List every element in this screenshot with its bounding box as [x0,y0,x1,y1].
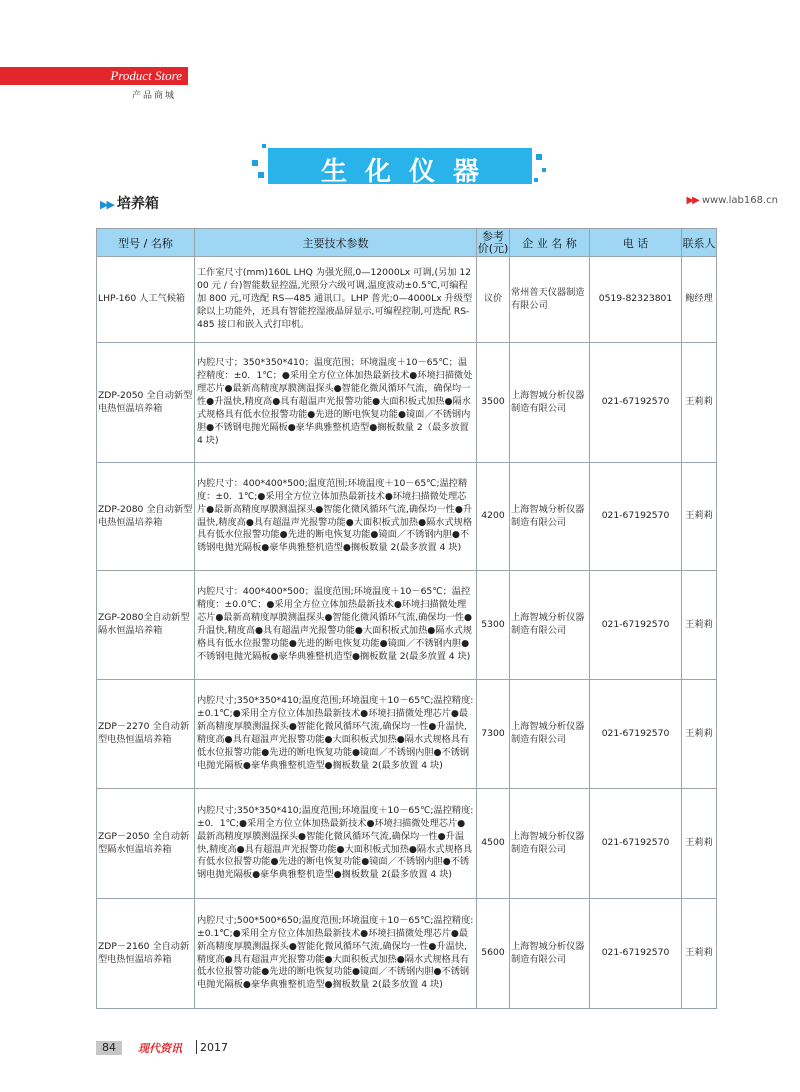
table-row [97,899,717,1009]
cell-phone: 021-67192570 [590,463,682,571]
table-row [97,343,717,463]
footer-divider [196,1040,197,1054]
table-header-row [97,229,717,257]
cell-phone: 021-67192570 [590,680,682,789]
column-header-model: 型号 / 名称 [97,229,195,257]
table-row [97,571,717,680]
banner-square-decoration [534,178,538,182]
header-tab-label: Product Store [110,68,182,83]
header-tab [0,67,188,85]
cell-price: 议价 [477,257,510,343]
column-header-price: 参考价(元) [477,229,509,255]
cell-model: ZDP－2270 全自动新型电热恒温培养箱 [97,680,195,789]
cell-spec: 内腔尺寸：400*400*500;温度范围;环境温度＋10－65℃;温控精度：±0．1℃;●采用全方位立体加热最新技术●环境扫描微处理芯片●最新高精度厚膜测温探头●智能化微风循环气流,确保均一性●升温快,精度高●具有超温声光报警功能●大面积板式加热●隔水式规格具有低水位报警功能●先进的断电恢复功能●镜面／不锈钢内胆●不锈钢电抛光隔板●豪华典雅整机造型●搁板数量 2(最多放置 4 块) [195,463,477,571]
table-row [97,463,717,571]
product-table [96,228,717,1009]
column-header-spec: 主要技术参数 [195,229,477,257]
cell-model: ZGP－2050 全自动新型隔水恒温培养箱 [97,789,195,899]
header-sub-label: 产品商城 [132,91,177,101]
cell-spec: 工作室尺寸(mm)160L LHQ 为强光照,0—12000Lx 可调,(另加 1200 元 / 台)智能数显控温,光照分六级可调,温度波动±0.5℃,可编程加 800 元,可选配 RS—485 通讯口。LHP 普光;0—4000Lx 升级型除以上功能外，还具有智能控湿液晶屏显示,可编程控制,可选配 RS-485 接口和嵌入式打印机。 [195,257,477,343]
cell-contact: 王莉莉 [682,789,717,899]
column-header-company: 企 业 名 称 [510,229,590,257]
column-header-contact: 联系人 [682,229,717,257]
cell-model: ZGP-2080全自动新型隔水恒温培养箱 [97,571,195,680]
table-row [97,680,717,789]
cell-contact: 鲍经理 [682,257,717,343]
cell-price: 5600 [477,899,510,1009]
banner-box [268,148,532,187]
magazine-logo: 现代资讯 [138,1042,182,1055]
cell-company: 上海智城分析仪器制造有限公司 [510,571,590,680]
cell-spec: 内腔尺寸;350*350*410;温度范围;环境温度＋10－65℃;温控精度:±0.1℃;●采用全方位立体加热最新技术●环境扫描微处理芯片●最新高精度厚膜测温探头●智能化微风循环气流,确保均一性●升温快,精度高●具有超温声光报警功能●大面积板式加热●隔水式规格具有低水位报警功能●先进的断电恢复功能●镜面／不锈钢内胆●不锈钢电抛光隔板●豪华典雅整机造型●搁板数量 2(最多放置 4 块) [195,680,477,789]
banner-square-decoration [262,144,266,148]
cell-company: 上海智城分析仪器制造有限公司 [510,789,590,899]
cell-spec: 内腔尺寸；350*350*410；温度范围；环境温度＋10－65℃；温控精度：±0．1℃；●采用全方位立体加热最新技术●环境扫描微处理芯片●最新高精度厚膜测温探头●智能化微风循环气流，确保均一性●升温快,精度高●具有超温声光报警功能●大面积板式加热●隔水式规格具有低水位报警功能●先进的断电恢复功能●镜面／不锈钢内胆●不锈钢电抛光隔板●豪华典雅整机造型●搁板数量 2（最多放置 4 块) [195,343,477,463]
cell-contact: 王莉莉 [682,463,717,571]
website-url[interactable]: www.lab168.cn [701,195,778,206]
website-label [686,195,778,206]
cell-company: 上海智城分析仪器制造有限公司 [510,680,590,789]
banner-square-decoration [536,154,542,160]
double-arrow-icon: ▶▶ [686,195,698,206]
cell-phone: 021-67192570 [590,789,682,899]
cell-price: 4500 [477,789,510,899]
cell-contact: 王莉莉 [682,571,717,680]
table-row [97,789,717,899]
cell-phone: 021-67192570 [590,899,682,1009]
column-header-phone: 电 话 [590,229,682,257]
banner-square-decoration [542,168,546,172]
cell-company: 上海智城分析仪器制造有限公司 [510,343,590,463]
cell-model: LHP-160 人工气候箱 [97,257,195,343]
section-title: 培养箱 [116,196,159,212]
cell-contact: 王莉莉 [682,343,717,463]
banner-title: 生化仪器 [320,157,497,187]
cell-model: ZDP－2160 全自动新型电热恒温培养箱 [97,899,195,1009]
cell-price: 5300 [477,571,510,680]
cell-model: ZDP-2080 全自动新型电热恒温培养箱 [97,463,195,571]
cell-price: 4200 [477,463,510,571]
cell-contact: 王莉莉 [682,899,717,1009]
page-number: 84 [96,1041,122,1055]
cell-model: ZDP-2050 全自动新型电热恒温培养箱 [97,343,195,463]
cell-price: 7300 [477,680,510,789]
cell-phone: 021-67192570 [590,571,682,680]
cell-spec: 内腔尺寸;500*500*650;温度范围;环境温度＋10－65℃;温控精度:±0.1℃;●采用全方位立体加热最新技术●环境扫描微处理芯片●最新高精度厚膜测温探头●智能化微风循环气流,确保均一性●升温快,精度高●具有超温声光报警功能●大面积板式加热●隔水式规格具有低水位报警功能●先进的断电恢复功能●镜面／不锈钢内胆●不锈钢电抛光隔板●豪华典雅整机造型●搁板数量 2(最多放置 4 块) [195,899,477,1009]
table-row [97,257,717,343]
section-heading [100,193,159,213]
double-arrow-icon: ▶▶ [100,198,113,211]
cell-company: 上海智城分析仪器制造有限公司 [510,463,590,571]
cell-company: 上海智城分析仪器制造有限公司 [510,899,590,1009]
banner-square-decoration [258,172,264,178]
cell-contact: 王莉莉 [682,680,717,789]
category-banner [250,140,552,190]
cell-phone: 021-67192570 [590,343,682,463]
cell-phone: 0519-82323801 [590,257,682,343]
cell-spec: 内腔尺寸;350*350*410;温度范围;环境温度＋10－65℃;温控精度:±0．1℃;●采用全方位立体加热最新技术●环境扫描微处理芯片●最新高精度厚膜测温探头●智能化微风循环气流,确保均一性●升温快,精度高●具有超温声光报警功能●大面积板式加热●隔水式规格具有低水位报警功能●先进的断电恢复功能●镜面／不锈钢内胆●不锈钢电抛光隔板●豪华典雅整机造型●搁板数量 2(最多放置 4 块) [195,789,477,899]
cell-price: 3500 [477,343,510,463]
footer-year: 2017 [200,1041,228,1054]
cell-company: 常州普天仪器制造有限公司 [510,257,590,343]
cell-spec: 内腔尺寸：400*400*500；温度范围;环境温度＋10－65℃；温控精度：±0.0℃；●采用全方位立体加热最新技术●环境扫描微处理芯片●最新高精度厚膜测温探头●智能化微风循环气流,确保均一性●升温快,精度高●具有超温声光报警功能●大面积板式加热●隔水式规格具有低水位报警功能●先进的断电恢复功能●镜面／不锈钢内胆●不锈钢电抛光隔板●豪华典雅整机造型●搁板数量 2(最多放置 4 块) [195,571,477,680]
banner-square-decoration [252,160,258,166]
